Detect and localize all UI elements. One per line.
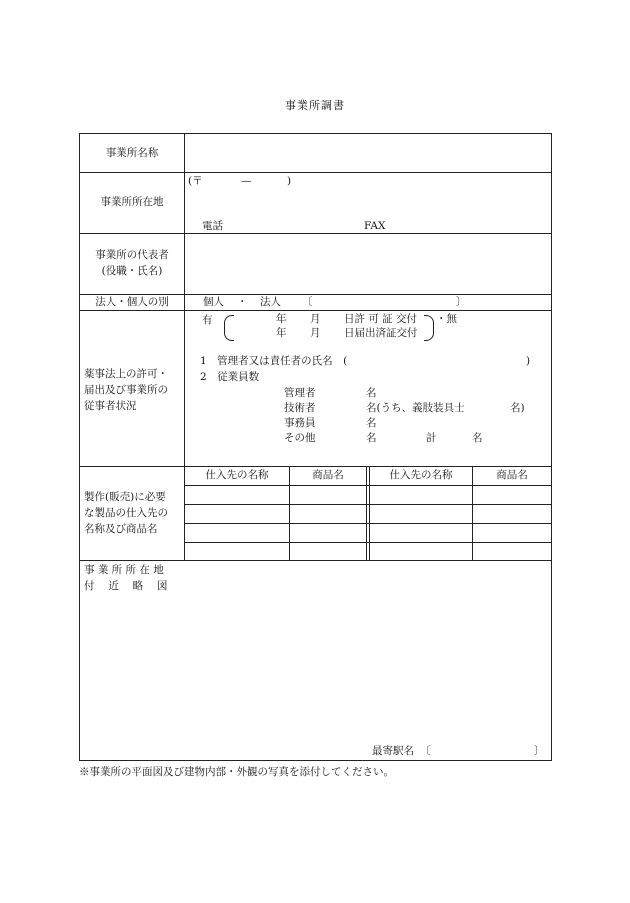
staff-role-other: その他: [284, 432, 316, 444]
staff-unit-manager: 名: [366, 387, 377, 399]
supplier-label-line2: な製品の仕入先の: [84, 507, 168, 519]
staff-unit-clerk: 名: [366, 417, 377, 429]
license-yes-option[interactable]: 有: [202, 314, 213, 326]
staff-role-clerk: 事務員: [284, 417, 316, 429]
representative-field[interactable]: [186, 236, 548, 292]
map-label-line2: 付 近 略 図: [84, 580, 168, 592]
entity-bracket-close: 〕: [456, 296, 467, 308]
staff-total-unit: 名: [472, 432, 483, 444]
supplier-row-divider: [184, 504, 551, 505]
supplier-label-line1: 製作(販売)に必要: [84, 491, 166, 503]
postal-suffix: ): [287, 175, 292, 187]
station-bracket-open: 〔: [420, 745, 431, 757]
license-month-1: 月: [310, 313, 321, 325]
left-brace: [224, 315, 234, 341]
license-month-2: 月: [310, 327, 321, 339]
entity-bracket-open: 〔: [302, 296, 313, 308]
license-label-line1: 薬事法上の許可・: [84, 368, 168, 380]
license-year-1: 年: [276, 313, 287, 325]
license-no-option[interactable]: ・無: [436, 313, 457, 325]
supplier-header-name-2: 仕入先の名称: [389, 469, 453, 481]
supplier-header-product-1: 商品名: [312, 469, 344, 481]
row-divider: [80, 560, 551, 561]
map-label-line1: 事 業 所 所 在 地: [84, 564, 164, 576]
phone-label: 電話: [202, 220, 223, 232]
business-name-label: 事業所名称: [105, 147, 159, 159]
entity-separator: ・: [237, 296, 248, 308]
map-drawing-area[interactable]: [188, 594, 548, 734]
fax-label: FAX: [364, 220, 386, 232]
representative-label-line1: 事業所の代表者: [95, 249, 169, 261]
row-divider: [80, 310, 551, 311]
license-notification-issued: 日届出済証交付: [344, 327, 418, 339]
row-divider: [80, 233, 551, 234]
license-label-line2: 届出及び事業所の: [84, 384, 168, 396]
attachment-note: ※事業所の平面図及び建物内部・外観の写真を添付してください。: [79, 766, 394, 778]
representative-label-line2: (役職・氏名): [101, 265, 163, 277]
staff-extra-technician: 名): [510, 402, 525, 414]
staff-total-label: 計: [426, 432, 437, 444]
business-name-field[interactable]: [186, 136, 548, 170]
manager-name-close: ): [526, 355, 531, 367]
license-label-line3: 従事者状況: [84, 400, 137, 412]
nearest-station-label: 最寄駅名: [372, 745, 414, 757]
document-title: 事業所調書: [285, 99, 345, 112]
entity-corporate-option[interactable]: 法人: [260, 296, 281, 308]
supplier-row-divider: [184, 485, 551, 486]
address-field[interactable]: [186, 189, 548, 215]
staff-role-technician: 技術者: [284, 402, 316, 414]
staff-role-manager: 管理者: [284, 387, 316, 399]
station-bracket-close: 〕: [534, 745, 545, 757]
manager-name-field[interactable]: [372, 354, 522, 368]
survey-form: [79, 133, 552, 761]
postal-prefix: (〒: [188, 175, 203, 187]
row-divider: [80, 466, 551, 467]
staff-unit-technician: 名(うち、義肢装具士: [366, 402, 465, 414]
license-year-2: 年: [276, 327, 287, 339]
entity-type-label: 法人・個人の別: [95, 296, 169, 308]
row-divider: [80, 172, 551, 173]
employee-count-item: 2 従業員数: [200, 371, 260, 383]
manager-name-item: 1 管理者又は責任者の氏名 (: [200, 355, 348, 367]
label-column-divider: [184, 134, 185, 560]
nearest-station-field[interactable]: [432, 744, 532, 758]
right-brace: [424, 315, 434, 341]
staff-unit-other: 名: [366, 432, 377, 444]
supplier-label-line3: 名称及び商品名: [84, 523, 158, 535]
license-permit-issued: 日許 可 証 交付: [344, 313, 418, 325]
entity-detail-field[interactable]: [314, 295, 454, 309]
supplier-header-product-2: 商品名: [496, 469, 528, 481]
supplier-row-divider: [184, 523, 551, 524]
entity-individual-option[interactable]: 個人: [203, 296, 224, 308]
supplier-header-name-1: 仕入先の名称: [205, 469, 269, 481]
business-address-label: 事業所所在地: [100, 196, 164, 208]
supplier-row-divider: [184, 542, 551, 543]
supplier-col-divider: [366, 466, 367, 560]
postal-dash: —: [241, 175, 252, 187]
